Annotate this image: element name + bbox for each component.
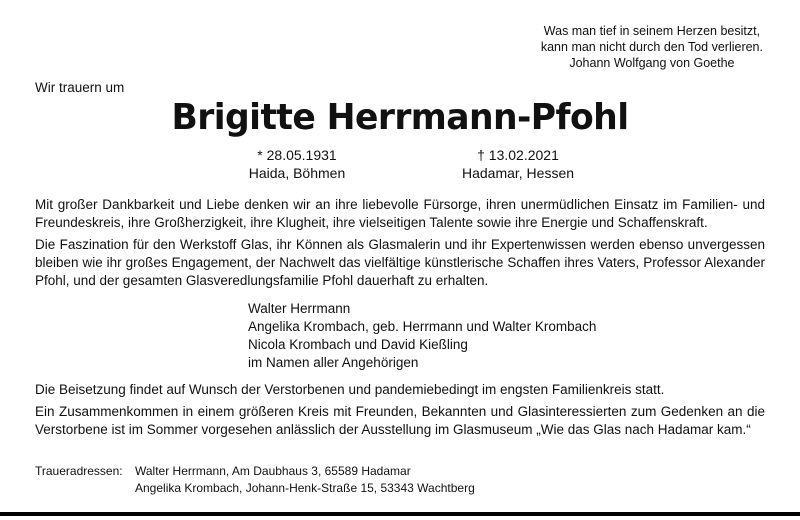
gratitude-paragraph: Mit großer Dankbarkeit und Liebe denken wir an ihre liebevolle Fürsorge, ihren unermüdlichen Einsatz im Familien- und Freundeskreis, ihre Großherzigkeit, ihre Klugheit, ihre vielseitigen Talente sowie ihre Energie und Schaffenskraft. xyxy=(35,197,765,230)
legacy-paragraph: Die Faszination für den Werkstoff Glas, ihr Können als Glasmalerin und ihr Expertenwissen werden ebenso unvergessen bleiben wie ihr großes Engagement, der Nachwelt das vielfältige künstlerische Schaffen ihres Vaters, Professor Alexander Pfohl, und der gesamten Glasveredlungsfamilie Pfohl dauerhaft zu erhalten. xyxy=(35,237,765,288)
mourner-1: Walter Herrmann xyxy=(248,301,351,316)
gathering-paragraph: Ein Zusammenkommen in einem größeren Kreis mit Freunden, Bekannten und Glasinteressierten zum Gedenken an die Verstorbene ist im Sommer vorgesehen anlässlich der Ausstellung im Glasmuseum „Wie das Glas nach Hadamar kam.“ xyxy=(35,404,765,437)
birth-info xyxy=(232,146,362,182)
birth-place: Haida, Böhmen xyxy=(248,165,346,181)
quote-author: Johann Wolfgang von Goethe xyxy=(569,56,735,70)
mourning-addresses xyxy=(35,463,475,497)
address-row-1 xyxy=(35,463,475,480)
address-row-2 xyxy=(35,480,475,497)
mourner-4: im Namen aller Angehörigen xyxy=(248,355,419,370)
birth-date: * 28.05.1931 xyxy=(257,147,337,163)
addresses-label: Traueradressen: xyxy=(35,464,123,478)
mourner-3: Nicola Krombach und David Kießling xyxy=(248,337,468,352)
goethe-quote xyxy=(541,23,763,71)
mourner-2: Angelika Krombach, geb. Herrmann und Walter Krombach xyxy=(248,319,597,334)
death-date: † 13.02.2021 xyxy=(477,147,559,163)
quote-line-2: kann man nicht durch den Tod verlieren. xyxy=(540,40,763,54)
funeral-paragraph: Die Beisetzung findet auf Wunsch der Verstorbenen und pandemiebedingt im engsten Familienkreis statt. xyxy=(35,382,665,397)
address-1: Walter Herrmann, Am Daubhaus 3, 65589 Hadamar xyxy=(135,464,411,478)
intro-text: Wir trauern um xyxy=(35,80,125,95)
mourners-list xyxy=(248,300,596,372)
death-info xyxy=(448,146,588,182)
deceased-name: Brigitte Herrmann-Pfohl xyxy=(171,97,629,138)
death-place: Hadamar, Hessen xyxy=(461,165,575,181)
address-2: Angelika Krombach, Johann-Henk-Straße 15, 53343 Wachtberg xyxy=(135,481,475,495)
quote-line-1: Was man tief in seinem Herzen besitzt, xyxy=(543,24,761,38)
addresses-label-spacer xyxy=(35,480,135,497)
